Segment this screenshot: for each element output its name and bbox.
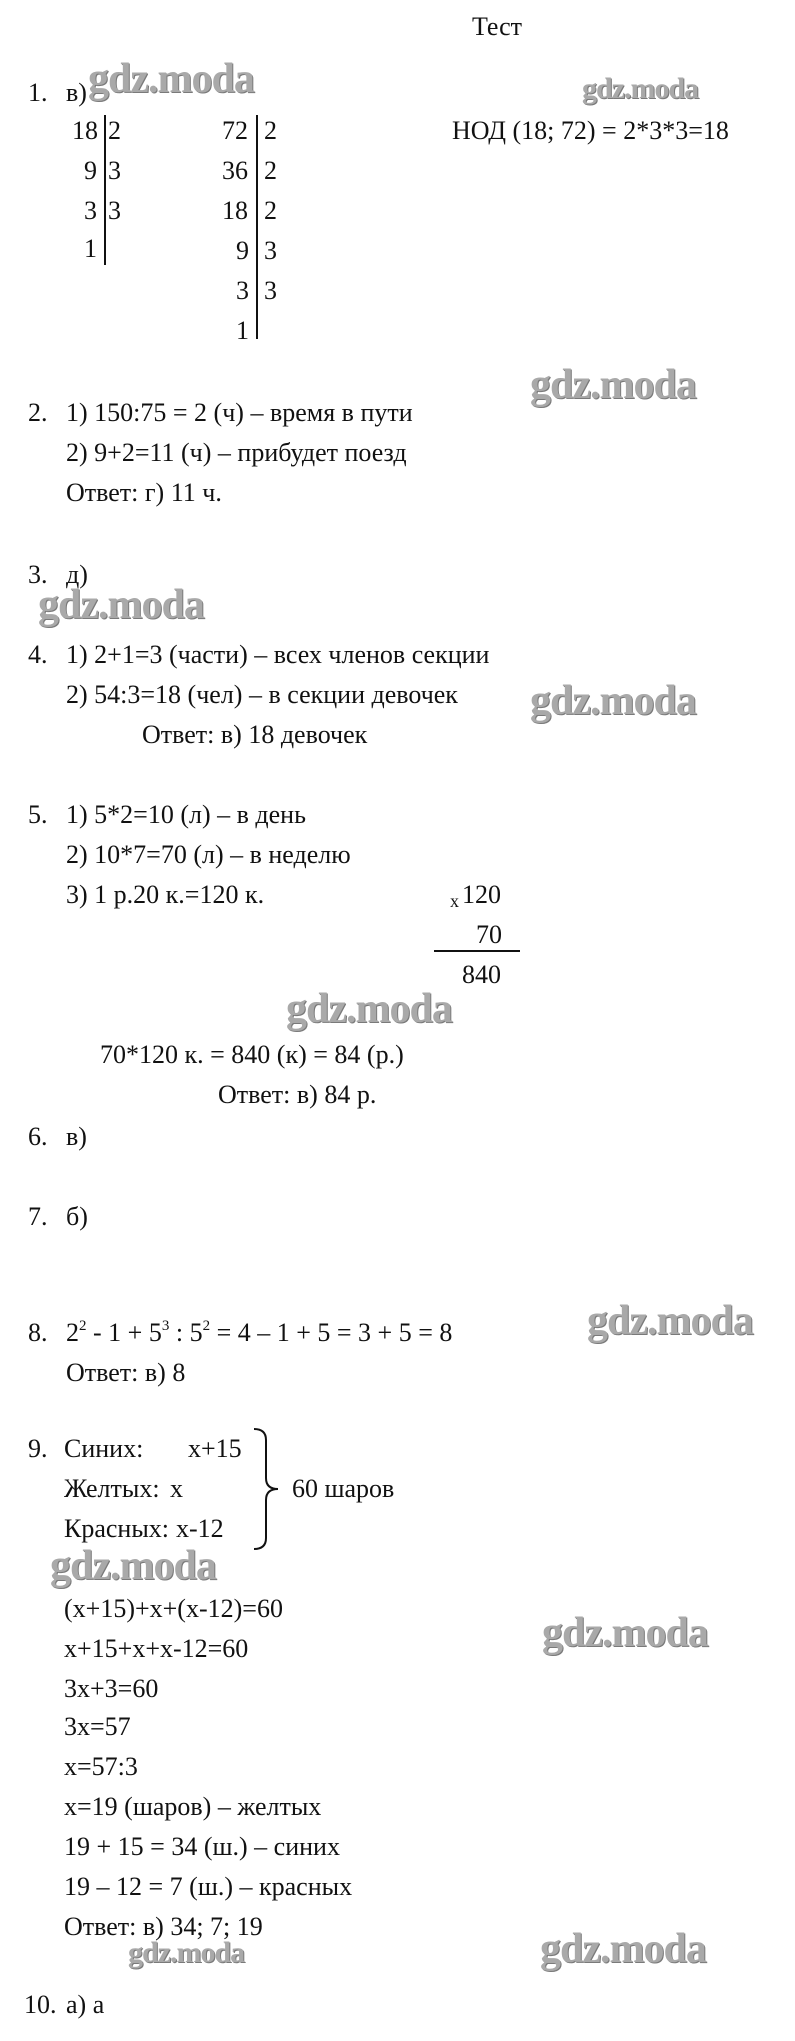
div72-left-3: 9 xyxy=(236,236,249,265)
div72-left-5: 1 xyxy=(236,316,249,345)
q4-line-1: 1) 2+1=3 (части) – всех членов секции xyxy=(66,640,490,669)
div72-right-1: 2 xyxy=(264,156,277,185)
q2-answer: Ответ: г) 11 ч. xyxy=(66,478,222,507)
q9-step: (x+15)+x+(x-12)=60 xyxy=(64,1594,283,1623)
q9-step: x=19 (шаров) – желтых xyxy=(64,1792,322,1821)
q8-answer: Ответ: в) 8 xyxy=(66,1358,186,1387)
q6-number: 6. xyxy=(28,1122,48,1151)
q2-line-1: 1) 150:75 = 2 (ч) – время в пути xyxy=(66,398,413,427)
q5-line-3: 3) 1 р.20 к.=120 к. xyxy=(66,880,265,909)
q9-number: 9. xyxy=(28,1434,48,1463)
div18-left-3: 1 xyxy=(84,234,97,263)
div18-left-1: 9 xyxy=(84,156,97,185)
curly-brace xyxy=(252,1426,286,1552)
div72-right-3: 3 xyxy=(264,236,277,265)
watermark: gdz.moda xyxy=(128,1936,245,1969)
watermark: gdz.moda xyxy=(50,1543,216,1589)
div72-right-4: 3 xyxy=(264,276,277,305)
div72-right-2: 2 xyxy=(264,196,277,225)
q3-answer: д) xyxy=(66,560,88,589)
div72-divider xyxy=(256,115,258,339)
div72-left-1: 36 xyxy=(222,156,248,185)
expr-part: = 4 – 1 + 5 = 3 + 5 = 8 xyxy=(210,1318,453,1347)
q10-number: 10. xyxy=(24,1990,57,2019)
div18-right-2: 3 xyxy=(108,196,121,225)
watermark: gdz.moda xyxy=(587,1298,753,1344)
q9-row-value: x-12 xyxy=(176,1514,224,1543)
q4-line-2: 2) 54:3=18 (чел) – в секции девочек xyxy=(66,680,458,709)
q6-answer: в) xyxy=(66,1122,87,1151)
q9-answer: Ответ: в) 34; 7; 19 xyxy=(64,1912,263,1941)
expr-base: 5 xyxy=(148,1318,162,1347)
div18-right-0: 2 xyxy=(108,116,121,145)
q5-answer: Ответ: в) 84 р. xyxy=(218,1080,377,1109)
div72-right-0: 2 xyxy=(264,116,277,145)
multiplicand: 120 xyxy=(462,880,501,909)
q2-number: 2. xyxy=(28,398,48,427)
q3-number: 3. xyxy=(28,560,48,589)
q5-calculation: 70*120 к. = 840 (к) = 84 (р.) xyxy=(100,1040,404,1069)
q9-step: 3x+3=60 xyxy=(64,1674,159,1703)
q5-line-2: 2) 10*7=70 (л) – в неделю xyxy=(66,840,351,869)
div18-left-0: 18 xyxy=(72,116,98,145)
q9-total: 60 шаров xyxy=(292,1474,395,1503)
watermark: gdz.moda xyxy=(530,362,696,408)
page-title: Тест xyxy=(472,12,522,41)
multiplier: 70 xyxy=(476,920,502,949)
q9-row-label: Синих: xyxy=(64,1434,144,1463)
q9-step: 3x=57 xyxy=(64,1712,131,1741)
q8-number: 8. xyxy=(28,1318,48,1347)
watermark: gdz.moda xyxy=(582,72,699,105)
expr-exponent: 2 xyxy=(79,1318,87,1334)
q4-number: 4. xyxy=(28,640,48,669)
expr-part: - 1 + xyxy=(86,1318,149,1347)
expr-base: 2 xyxy=(66,1318,79,1347)
multiplication-line xyxy=(434,950,520,952)
q10-answer: а) а xyxy=(66,1990,105,2019)
q7-number: 7. xyxy=(28,1202,48,1231)
q1-answer: в) xyxy=(66,78,87,107)
q9-row-value: x xyxy=(170,1474,183,1503)
q9-step: 19 – 12 = 7 (ш.) – красных xyxy=(64,1872,353,1901)
div72-left-2: 18 xyxy=(222,196,248,225)
q9-step: 19 + 15 = 34 (ш.) – синих xyxy=(64,1832,340,1861)
gcd-result: НОД (18; 72) = 2*3*3=18 xyxy=(452,116,729,145)
q9-step: x+15+x+x-12=60 xyxy=(64,1634,249,1663)
watermark: gdz.moda xyxy=(542,1610,708,1656)
div72-left-0: 72 xyxy=(222,116,248,145)
expr-exponent: 2 xyxy=(202,1318,211,1334)
div18-divider xyxy=(104,115,106,265)
div18-left-2: 3 xyxy=(84,196,97,225)
expr-base: 5 xyxy=(189,1318,203,1347)
q1-number: 1. xyxy=(28,78,48,107)
q5-number: 5. xyxy=(28,800,48,829)
expr-part: : xyxy=(169,1318,190,1347)
q9-row-label: Красных: xyxy=(64,1514,170,1543)
q5-line-1: 1) 5*2=10 (л) – в день xyxy=(66,800,306,829)
expr-exponent: 3 xyxy=(161,1318,170,1334)
q9-row-label: Желтых: xyxy=(64,1474,160,1503)
q2-line-2: 2) 9+2=11 (ч) – прибудет поезд xyxy=(66,438,407,467)
q8-expression xyxy=(66,1320,452,1346)
q7-answer: б) xyxy=(66,1202,88,1231)
watermark: gdz.moda xyxy=(540,1926,706,1972)
q9-row-value: x+15 xyxy=(188,1434,242,1463)
watermark: gdz.moda xyxy=(88,56,254,102)
div18-right-1: 3 xyxy=(108,156,121,185)
div72-left-4: 3 xyxy=(236,276,249,305)
q4-answer: Ответ: в) 18 девочек xyxy=(142,720,368,749)
watermark: gdz.moda xyxy=(38,582,204,628)
multiplication-sign: x xyxy=(450,891,459,911)
watermark: gdz.moda xyxy=(530,678,696,724)
product: 840 xyxy=(462,960,501,989)
q9-step: x=57:3 xyxy=(64,1752,138,1781)
watermark: gdz.moda xyxy=(286,986,452,1032)
